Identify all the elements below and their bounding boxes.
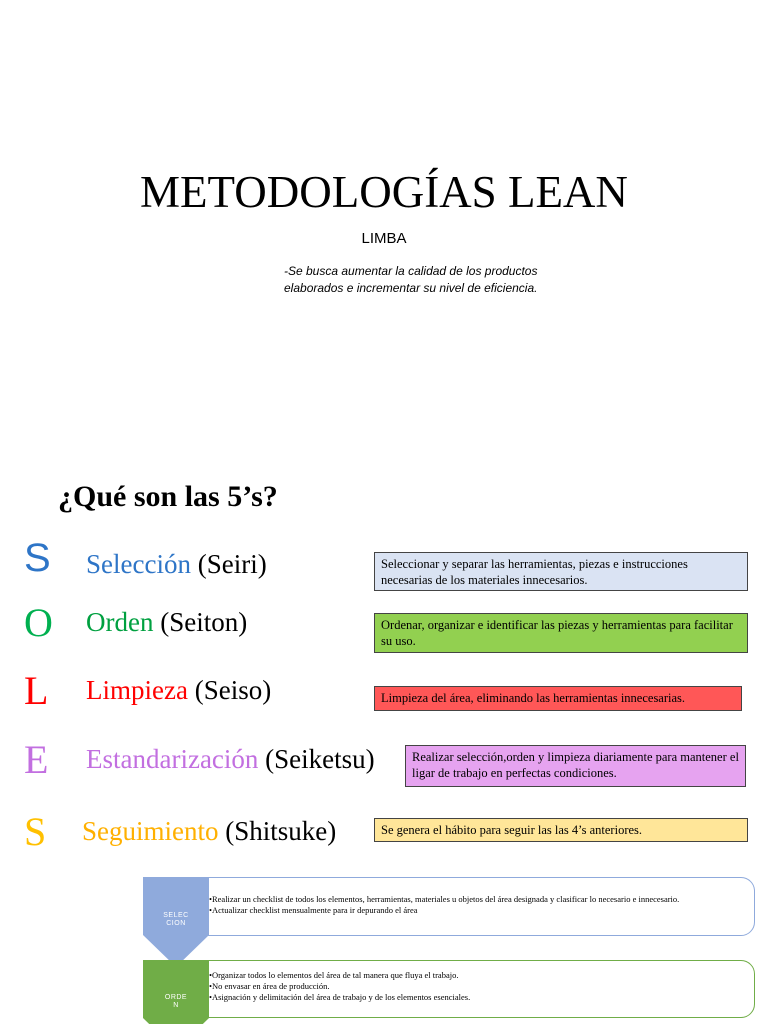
description-box-estandarizacion: Realizar selección,orden y limpieza diariamente para mantener el ligar de trabajo en perfectas condiciones.: [405, 745, 746, 787]
flow-bullets: [209, 970, 470, 1003]
letter-o: O: [24, 600, 53, 645]
term-name: Orden: [86, 607, 154, 637]
flow-bullet: •No envasar en área de producción.: [209, 981, 330, 991]
letter-s: S: [24, 536, 51, 580]
description-line-2: elaborados e incrementar su nivel de eficiencia.: [284, 281, 538, 295]
term-estandarizacion: [86, 743, 375, 775]
description-box-seleccion: Seleccionar y separar las herramientas, piezas e instrucciones necesarias de los materiales innecesarios.: [374, 552, 748, 591]
chevron-label-orden: ORDE N: [164, 994, 188, 1009]
term-seguimiento: [82, 815, 336, 847]
chevron-down-icon: [143, 960, 209, 1024]
page-subtitle: LIMBA: [361, 230, 407, 247]
letter-e: E: [24, 737, 49, 782]
term-name: Limpieza: [86, 675, 188, 705]
section-heading: ¿Qué son las 5’s?: [58, 480, 278, 513]
letter-l: L: [24, 668, 49, 713]
term-name: Estandarización: [86, 744, 259, 774]
page-title: METODOLOGÍAS LEAN: [140, 167, 628, 217]
flow-bullet: •Realizar un checklist de todos los elementos, herramientas, materiales u objetos del área designada y clasificar lo necesario e innecesario.: [209, 894, 680, 904]
flow-bullet: •Organizar todos lo elementos del área de tal manera que fluya el trabajo.: [209, 970, 459, 980]
flow-bullet: •Asignación y delimitación del área de trabajo y de los elementos esenciales.: [209, 992, 471, 1002]
term-name: Selección: [86, 549, 191, 579]
description-box-orden: Ordenar, organizar e identificar las piezas y herramientas para facilitar su uso.: [374, 613, 748, 653]
term-seleccion: [86, 548, 267, 580]
term-japanese: (Seiton): [160, 607, 248, 637]
description-box-seguimiento: Se genera el hábito para seguir las las 4’s anteriores.: [374, 818, 748, 842]
flow-bullet: •Actualizar checklist mensualmente para ir depurando el área: [209, 905, 418, 915]
description: [284, 263, 584, 297]
description-box-limpieza: Limpieza del área, eliminando las herramientas innecesarias.: [374, 686, 742, 711]
flow-bullets: [209, 894, 679, 916]
letter-s-2: S: [24, 809, 47, 854]
term-japanese: (Seiso): [194, 675, 272, 705]
chevron-label-seleccion: SELEC CION: [163, 912, 189, 927]
term-japanese: (Shitsuke): [225, 816, 337, 846]
term-japanese: (Seiri): [197, 549, 267, 579]
term-limpieza: [86, 674, 271, 706]
description-line-1: -Se busca aumentar la calidad de los productos: [284, 264, 538, 278]
flow-card-orden: [168, 960, 755, 1018]
term-name: Seguimiento: [82, 816, 219, 846]
term-japanese: (Seiketsu): [265, 744, 375, 774]
flow-card-seleccion: [168, 877, 755, 936]
term-orden: [86, 606, 247, 638]
